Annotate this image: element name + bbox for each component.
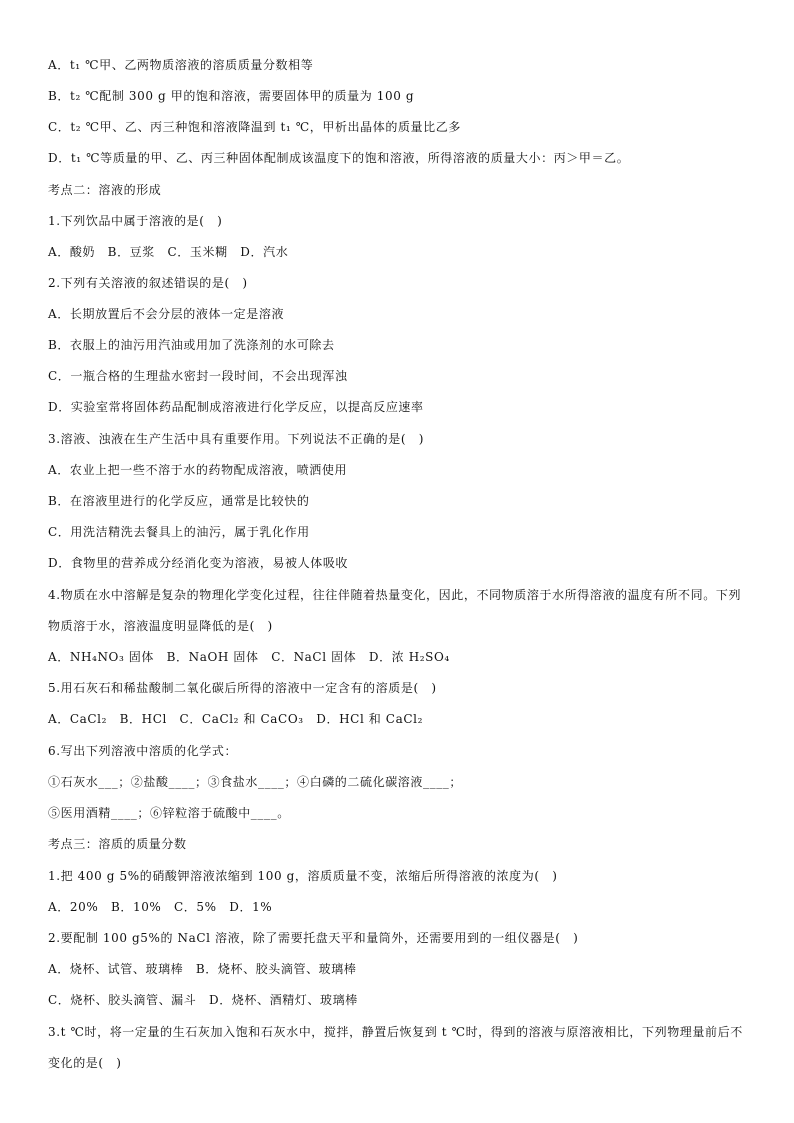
question-text: 2.要配制 100 g5%的 NaCl 溶液，除了需要托盘天平和量筒外，还需要用到的一组仪器是( ) xyxy=(48,931,579,945)
answer-options: A．20% B．10% C．5% D．1% xyxy=(48,900,273,914)
section-heading: 考点三：溶质的质量分数 xyxy=(48,837,187,851)
answer-options: A．NH₄NO₃ 固体 B．NaOH 固体 C．NaCl 固体 D．浓 H₂SO₄ xyxy=(48,650,450,664)
option-d-text: D．t₁ ℃等质量的甲、乙、丙三种固体配制成该温度下的饱和溶液，所得溶液的质量大小：丙＞甲＝乙。 xyxy=(48,151,630,165)
option-d-text: D．食物里的营养成分经消化变为溶液，易被人体吸收 xyxy=(48,556,349,570)
option-a-text: A．农业上把一些不溶于水的药物配成溶液，喷洒使用 xyxy=(48,463,348,477)
question-text: 6.写出下列溶液中溶质的化学式： xyxy=(48,744,238,758)
option-a-text: A．t₁ ℃甲、乙两物质溶液的溶质质量分数相等 xyxy=(48,58,314,72)
question-text: 3.t ℃时，将一定量的生石灰加入饱和石灰水中，搅拌，静置后恢复到 t ℃时，得到的溶液与原溶液相比，下列物理量前后不变化的是( ) xyxy=(48,1025,743,1070)
question-text: 5.用石灰石和稀盐酸制二氧化碳后所得的溶液中一定含有的溶质是( ) xyxy=(48,681,437,695)
fill-in-blanks: ⑤医用酒精____；⑥锌粒溶于硫酸中____。 xyxy=(48,806,290,820)
question-text: 4.物质在水中溶解是复杂的物理化学变化过程，往往伴随着热量变化，因此，不同物质溶于水所得溶液的温度有所不同。下列物质溶于水，溶液温度明显降低的是( ) xyxy=(48,588,742,633)
question-text: 1.把 400 g 5%的硝酸钾溶液浓缩到 100 g，溶质质量不变，浓缩后所得溶液的浓度为( ) xyxy=(48,869,558,883)
question-text: 1.下列饮品中属于溶液的是( ) xyxy=(48,214,223,228)
option-c-text: C．一瓶合格的生理盐水密封一段时间，不会出现浑浊 xyxy=(48,369,348,383)
option-d-text: D．实验室常将固体药品配制成溶液进行化学反应，以提高反应速率 xyxy=(48,400,424,414)
option-b-text: B．t₂ ℃配制 300 g 甲的饱和溶液，需要固体甲的质量为 100 g xyxy=(48,89,415,103)
option-b-text: B．在溶液里进行的化学反应，通常是比较快的 xyxy=(48,494,310,508)
fill-in-blanks: ①石灰水___；②盐酸____；③食盐水____；④白磷的二硫化碳溶液____； xyxy=(48,775,463,789)
question-text: 2.下列有关溶液的叙述错误的是( ) xyxy=(48,276,248,290)
answer-options: A．CaCl₂ B．HCl C．CaCl₂ 和 CaCO₃ D．HCl 和 CaCl₂ xyxy=(48,712,423,726)
answer-options: A．烧杯、试管、玻璃棒 B．烧杯、胶头滴管、玻璃棒 xyxy=(48,962,357,976)
answer-options: C．烧杯、胶头滴管、漏斗 D．烧杯、酒精灯、玻璃棒 xyxy=(48,993,358,1007)
option-a-text: A．长期放置后不会分层的液体一定是溶液 xyxy=(48,307,285,321)
option-b-text: B．衣服上的油污用汽油或用加了洗涤剂的水可除去 xyxy=(48,338,335,352)
option-c-text: C．t₂ ℃甲、乙、丙三种饱和溶液降温到 t₁ ℃，甲析出晶体的质量比乙多 xyxy=(48,120,461,134)
answer-options: A．酸奶 B．豆浆 C．玉米糊 D．汽水 xyxy=(48,245,289,259)
section-heading: 考点二：溶液的形成 xyxy=(48,183,162,197)
question-text: 3.溶液、浊液在生产生活中具有重要作用。下列说法不正确的是( ) xyxy=(48,432,425,446)
option-c-text: C．用洗洁精洗去餐具上的油污，属于乳化作用 xyxy=(48,525,310,539)
